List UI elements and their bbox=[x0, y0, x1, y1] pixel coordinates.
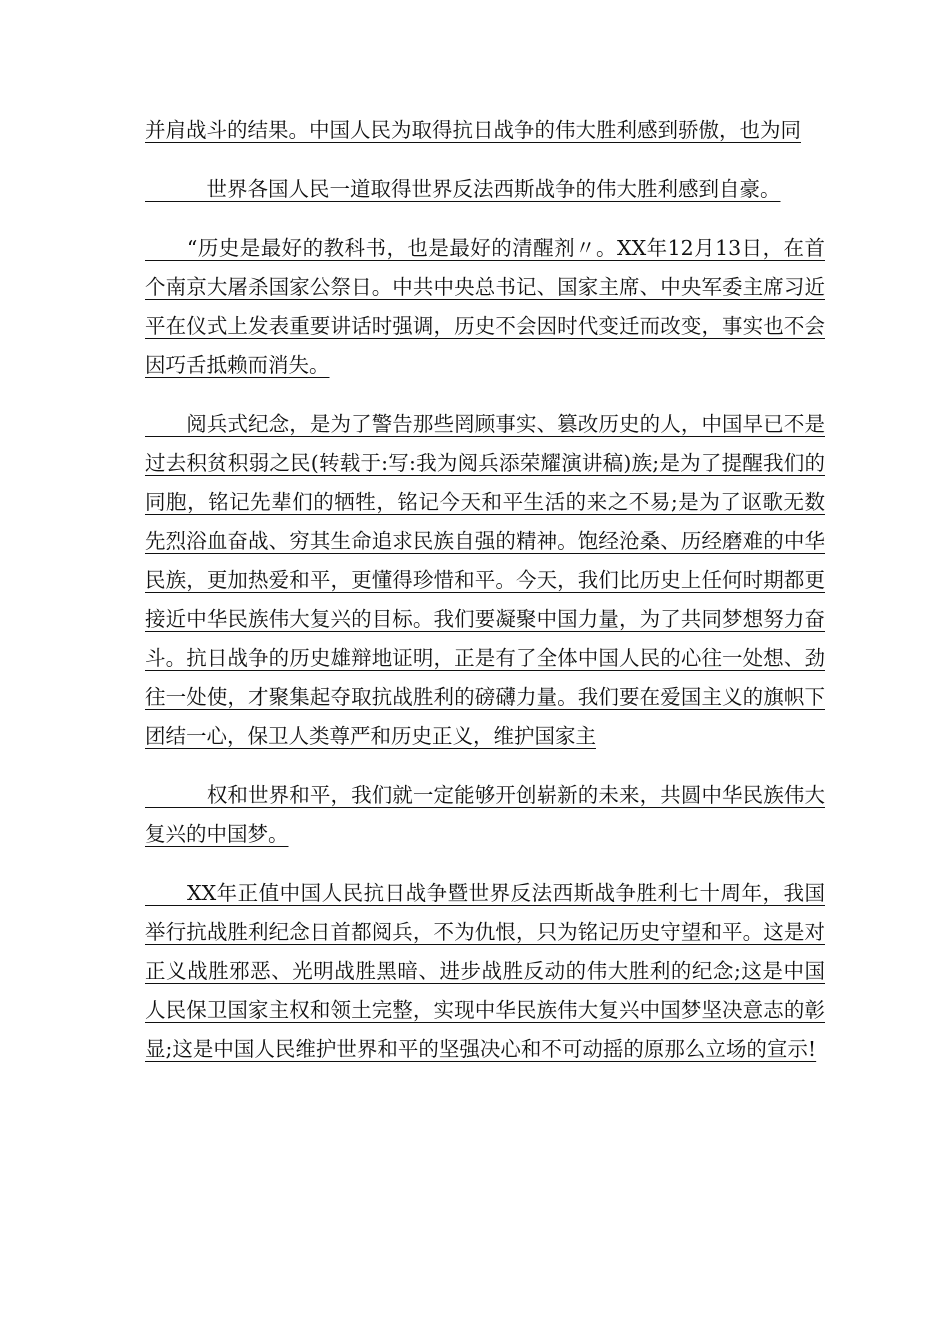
paragraph-4-text: 阅兵式纪念，是为了警告那些罔顾事实、篡改历史的人，中国早已不是过去积贫积弱之民(转载于:写:我为阅兵添荣耀演讲稿)族;是为了提醒我们的同胞，铭记先辈们的牺牲，铭记今天和平生活的来之不易;是为了讴歌无数先烈浴血奋战、穷其生命追求民族自强的精神。饱经沧桑、历经磨难的中华民族，更加热爱和平，更懂得珍惜和平。今天，我们比历史上任何时期都更接近中华民族伟大复兴的目标。我们要凝聚中国力量，为了共同梦想努力奋斗。抗日战争的历史雄辩地证明，正是有了全体中国人民的心往一处想、劲往一处使，才聚集起夺取抗战胜利的磅礴力量。我们要在爱国主义的旗帜下团结一心，保卫人类尊严和历史正义，维护国家主 bbox=[145, 412, 825, 748]
paragraph-2-text: 世界各国人民一道取得世界反法西斯战争的伟大胜利感到自豪。 bbox=[145, 177, 781, 201]
paragraph-3-text: “历史是最好的教科书，也是最好的清醒剂〃。XX年12月13日，在首个南京大屠杀国家公祭日。中共中央总书记、国家主席、中央军委主席习近平在仪式上发表重要讲话时强调，历史不会因时代变迁而改变，事实也不会因巧舌抵赖而消失。 bbox=[145, 236, 825, 377]
paragraph-6 bbox=[145, 874, 825, 1069]
paragraph-5 bbox=[145, 776, 825, 854]
paragraph-1 bbox=[145, 111, 825, 150]
paragraph-4 bbox=[145, 405, 825, 756]
paragraph-1-text: 并肩战斗的结果。中国人民为取得抗日战争的伟大胜利感到骄傲，也为同 bbox=[145, 118, 801, 142]
paragraph-2 bbox=[145, 170, 825, 209]
paragraph-3 bbox=[145, 229, 825, 385]
paragraph-5-text: 权和世界和平，我们就一定能够开创崭新的未来，共圆中华民族伟大复兴的中国梦。 bbox=[145, 783, 825, 846]
document-body bbox=[145, 111, 825, 1089]
paragraph-6-text: XX年正值中国人民抗日战争暨世界反法西斯战争胜利七十周年，我国举行抗战胜利纪念日首都阅兵，不为仇恨，只为铭记历史守望和平。这是对正义战胜邪恶、光明战胜黑暗、进步战胜反动的伟大胜利的纪念;这是中国人民保卫国家主权和领土完整，实现中华民族伟大复兴中国梦坚决意志的彰显;这是中国人民维护世界和平的坚强决心和不可动摇的原那么立场的宣示! bbox=[145, 881, 825, 1061]
